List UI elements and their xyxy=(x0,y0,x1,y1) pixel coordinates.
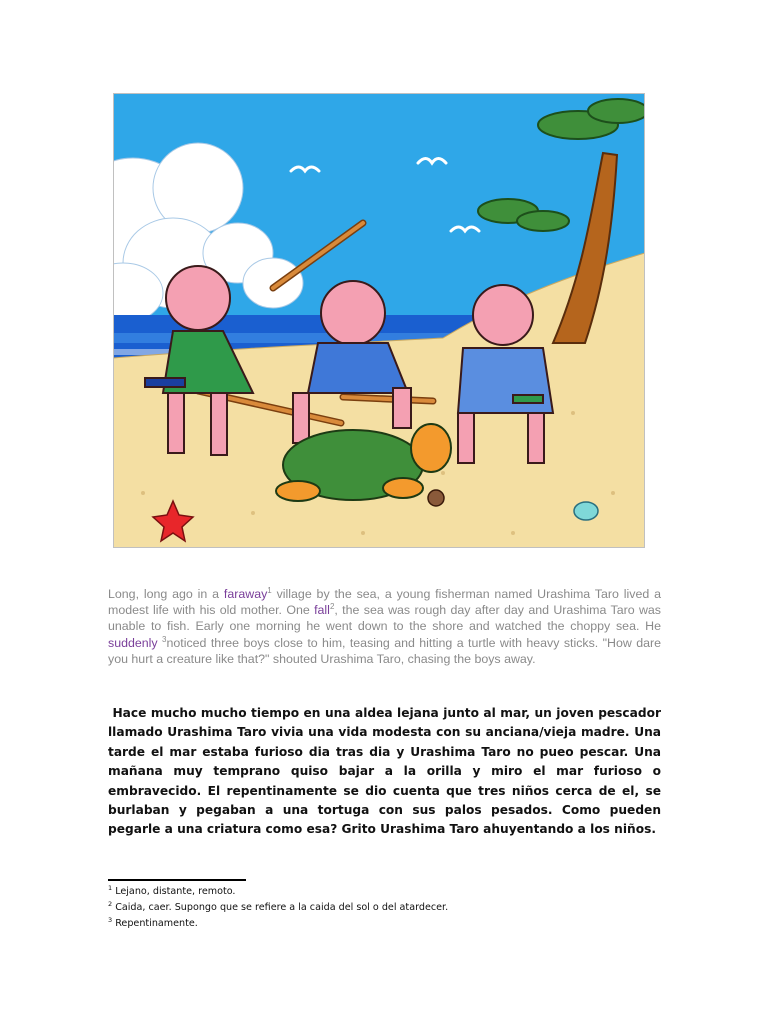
footnotes xyxy=(108,884,668,932)
footnote-text: Caida, caer. Supongo que se refiere a la caida del sol o del atardecer. xyxy=(112,902,449,913)
footnote-number: 3 xyxy=(108,915,113,924)
footnote-item xyxy=(108,900,668,916)
seashell xyxy=(428,490,444,506)
spanish-text: Hace mucho mucho tiempo en una aldea lejana junto al mar, un joven pescador llamado Urashima Taro vivia una vida modesta con su anciana/vieja madre. Una tarde el mar estaba furioso dia tras dia y Urashima Taro no pueo pescar. Una mañana muy temprano quiso bajar a la orilla y miro el mar furioso o embravecido. El repentinamente se dio cuenta que tres niños cerca de el, se burlaban y pegaban a una tortuga con sus palos pesados. Como pueden pegarle a una criatura como esa? Grito Urashima Taro ahuyentando a los niños. xyxy=(108,706,661,837)
english-text: Long, long ago in a xyxy=(108,587,224,601)
english-text: noticed three boys close to him, teasing and hitting a turtle with heavy sticks. "How dare you hurt a creature like that?" shouted Urashima Taro, chasing the boys away. xyxy=(108,635,661,666)
spanish-paragraph xyxy=(108,704,661,840)
english-paragraph xyxy=(108,586,661,667)
footnote-item xyxy=(108,916,668,932)
footnote-item xyxy=(108,884,668,900)
illustration-canvas xyxy=(113,93,645,548)
footnote-number: 1 xyxy=(108,883,113,892)
gloss-word: fall xyxy=(314,603,330,618)
footnote-ref: 2 xyxy=(329,602,335,612)
gloss-word: suddenly xyxy=(108,635,158,650)
english-text: , the sea was rough day after day and Urashima Taro was unable to fish. Early one morning he went down to the shore and watched the choppy sea. He xyxy=(108,603,661,634)
footnote-ref: 3 xyxy=(162,634,167,644)
footnote-separator xyxy=(108,879,246,881)
story-illustration xyxy=(113,93,645,548)
seashell xyxy=(574,502,598,520)
gloss-word: faraway xyxy=(223,587,268,601)
footnote-text: Lejano, distante, remoto. xyxy=(112,886,236,897)
footnote-text: Repentinamente. xyxy=(112,918,198,929)
footnote-ref: 1 xyxy=(267,585,272,595)
footnote-number: 2 xyxy=(108,899,113,908)
english-text: village by the sea, a young fisherman named Urashima Taro lived a modest life with his old mother. One xyxy=(108,587,661,618)
